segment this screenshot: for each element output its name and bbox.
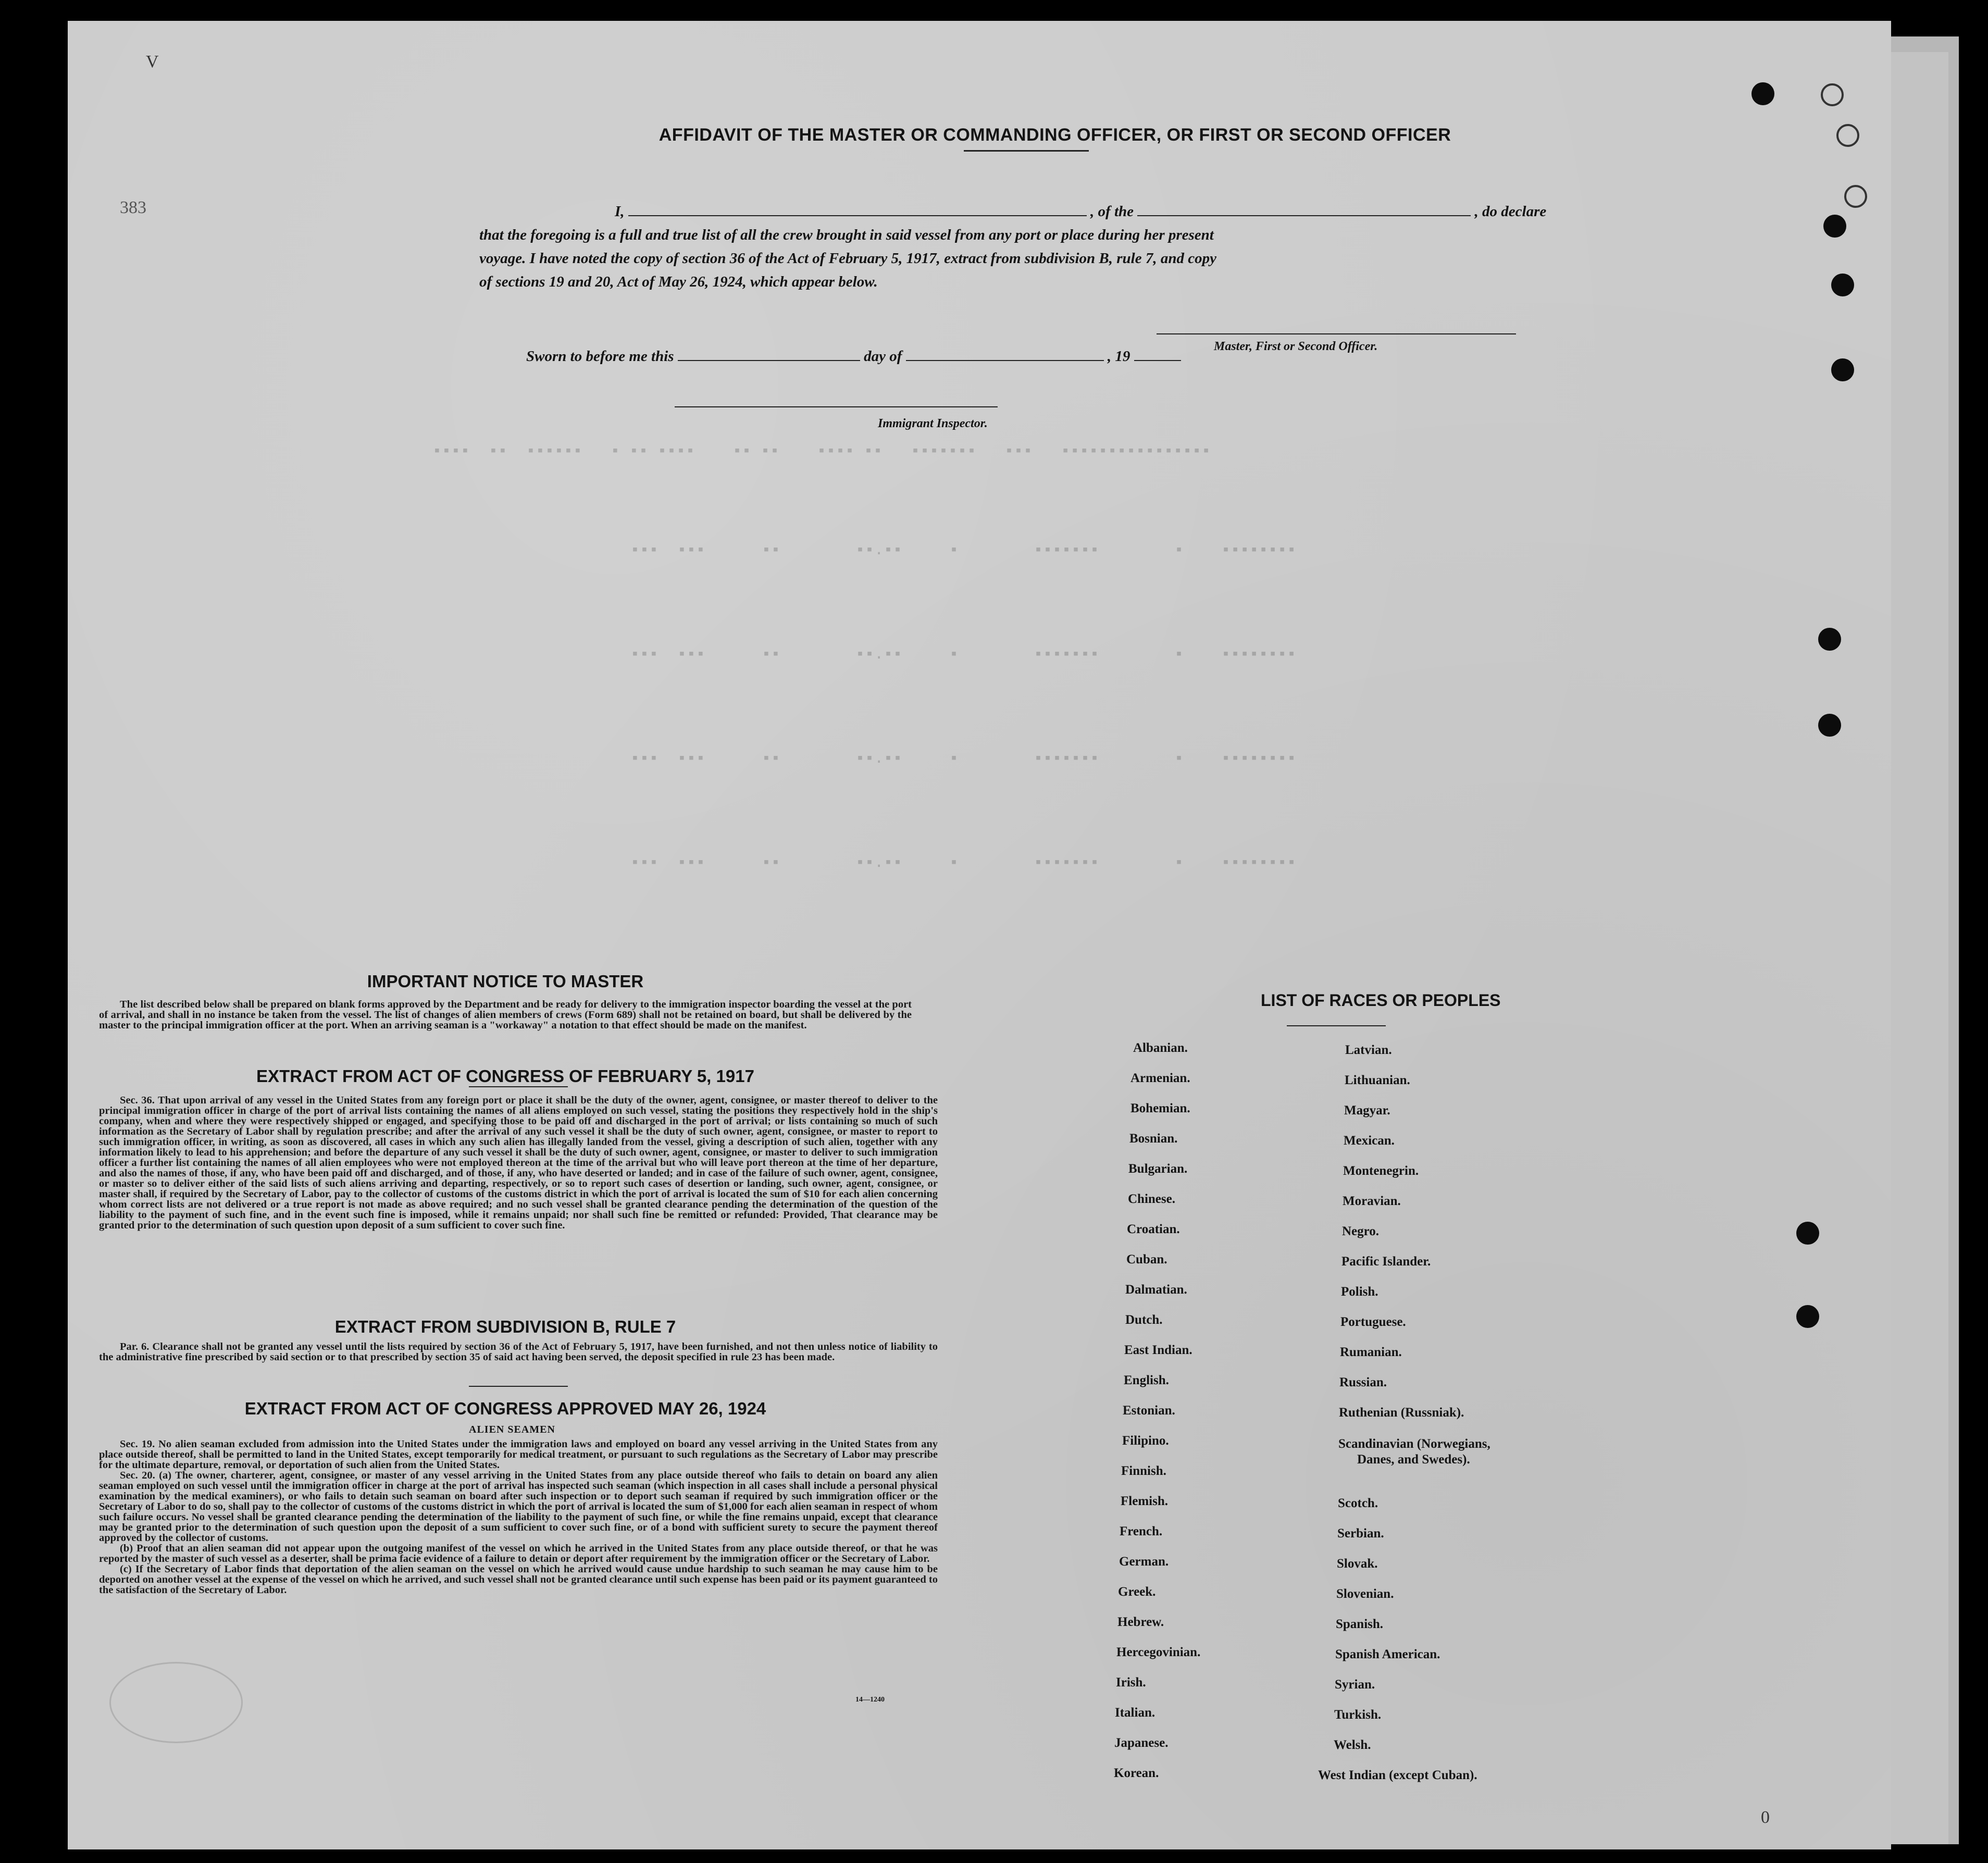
punch-hole — [1831, 358, 1854, 381]
race-item: Syrian. — [1335, 1678, 1375, 1692]
affidavit-line-3: voyage. I have noted the copy of section 36 of the Act of February 5, 1917, extract from subdivision B, rule 7, and copy — [479, 250, 1216, 267]
race-item: Latvian. — [1345, 1043, 1392, 1057]
sworn-month-blank — [906, 350, 1104, 361]
race-item: Ruthenian (Russniak). — [1339, 1406, 1464, 1420]
form-number: 14—1240 — [855, 1696, 885, 1704]
affidavit-declare-label: , do declare — [1474, 203, 1547, 220]
race-item: Pacific Islander. — [1341, 1255, 1431, 1269]
race-item: Bosnian. — [1129, 1132, 1178, 1146]
bleed-through-text: ▪▪▪ ▪▪▪ ▪▪ ▪▪.▪▪ ▪ ▪▪▪▪▪▪▪ ▪ ▪▪▪▪▪▪▪▪ — [630, 750, 1297, 768]
race-item: Portuguese. — [1340, 1315, 1406, 1329]
punch-hole — [1818, 628, 1841, 651]
sec-20c-paragraph: (c) If the Secretary of Labor finds that deportation of the alien seaman on the vessel on which he arrived would cause undue hardship to such seaman he may cause him to be deported on another vessel at the expense of the vessel on which he arrived, and such vessel shall not be granted clearance until such expense has been paid or its payment guaranteed to the satisfaction of the Secretary of Labor. — [99, 1563, 938, 1596]
notice-body — [99, 999, 912, 1030]
sec-20a-paragraph: Sec. 20. (a) The owner, charterer, agent, consignee, or master of any vessel arriving in the United States from any place outside thereof who fails to detain on board any alien seaman employed on such vessel until the immigration officer in charge at the port of arrival has inspected such seaman (which inspection in all cases shall include a personal physical examination by the medical examiners), or who fails to detain such seaman on board after such inspection or to deport such seaman if required by such immigration officer or the Secretary of Labor to do so, shall pay to the collector of customs of the customs district in which the port of arrival is located the sum of $1,000 for each alien seaman in respect of whom such failure occurs. No vessel shall be granted clearance pending the determination of the liability to the payment of such fine, or while the fine remains unpaid, except that clearance may be granted prior to the determination of such question upon the deposit of a sum sufficient to cover such fine, or of a bond with sufficient surety to secure the payment thereof approved by the collector of customs. — [99, 1470, 938, 1544]
extract-1917-title: EXTRACT FROM ACT OF CONGRESS OF FEBRUARY 5, 1917 — [256, 1066, 754, 1086]
margin-corner-mark: 0 — [1761, 1808, 1770, 1827]
bleed-through-text: ▪▪▪ ▪▪▪ ▪▪ ▪▪.▪▪ ▪ ▪▪▪▪▪▪▪ ▪ ▪▪▪▪▪▪▪▪ — [630, 854, 1297, 872]
affidavit-title: AFFIDAVIT OF THE MASTER OR COMMANDING OFFICER, OR FIRST OR SECOND OFFICER — [658, 125, 1451, 145]
punch-hole — [1796, 1305, 1819, 1328]
race-item: Dalmatian. — [1125, 1283, 1187, 1297]
inspector-signature-line — [675, 406, 998, 407]
rule-7-title: EXTRACT FROM SUBDIVISION B, RULE 7 — [334, 1317, 676, 1336]
bleed-through-text: ▪▪▪ ▪▪▪ ▪▪ ▪▪.▪▪ ▪ ▪▪▪▪▪▪▪ ▪ ▪▪▪▪▪▪▪▪ — [630, 542, 1297, 560]
race-item: Rumanian. — [1340, 1345, 1402, 1359]
race-item: Bulgarian. — [1128, 1162, 1188, 1176]
race-item: Russian. — [1339, 1375, 1387, 1389]
race-item: Welsh. — [1334, 1738, 1371, 1752]
race-item: Scotch. — [1338, 1496, 1378, 1510]
race-item: Scandinavian (Norwegians, — [1338, 1437, 1490, 1451]
sec-19-paragraph: Sec. 19. No alien seaman excluded from admission into the United States under the immigration laws and employed on board any vessel arriving in the United States from any place outside thereof, shall be permitted to land in the United States, except temporarily for medical treatment, or pursuant to such regulations as the Secretary of Labor may prescribe for the ultimate departure, removal, or deportation of such alien from the United States. — [99, 1438, 938, 1471]
race-item: Hercegovinian. — [1116, 1645, 1201, 1659]
race-item: Montenegrin. — [1343, 1164, 1419, 1178]
race-item: Estonian. — [1123, 1404, 1175, 1418]
punch-hole-ring — [1821, 83, 1844, 106]
sec-20b-paragraph: (b) Proof that an alien seaman did not appear upon the outgoing manifest of the vessel on which he arrived in the United States from any place outside thereof, or that he was reported by the master of such vessel as a deserter, shall be prima facie evidence of a failure to detain or deport after requirement by the immigration officer or the Secretary of Labor. — [99, 1543, 938, 1564]
punch-hole — [1823, 215, 1846, 238]
master-name-blank — [628, 205, 1087, 216]
race-item: Spanish. — [1336, 1617, 1384, 1631]
sworn-label: Sworn to before me this — [526, 348, 674, 365]
bleed-through-text: ▪▪▪ ▪▪▪ ▪▪ ▪▪.▪▪ ▪ ▪▪▪▪▪▪▪ ▪ ▪▪▪▪▪▪▪▪ — [630, 646, 1297, 664]
underlying-page-edge — [1886, 52, 1948, 1844]
affidavit-line-2: that the foregoing is a full and true list of all the crew brought in said vessel from any port or place during her present — [479, 227, 1214, 243]
sworn-day-blank — [678, 350, 860, 361]
race-item: Filipino. — [1122, 1434, 1169, 1448]
manifest-page — [68, 21, 1891, 1849]
race-item: Negro. — [1342, 1224, 1380, 1238]
race-item: Turkish. — [1334, 1708, 1382, 1722]
sworn-year-blank — [1134, 350, 1181, 361]
sec-36-paragraph: Sec. 36. That upon arrival of any vessel in the United States from any foreign port or place it shall be the duty of the owner, agent, consignee, or master thereof to deliver to the principal immigration officer in charge of the port of arrival lists containing the names of all aliens employed on such vessel, stating the positions they respectively hold in the ship's company, when and where they were respectively shipped or engaged, and specifying those to be paid off and discharged in the port of arrival; or lists containing so much of such information as the Secretary of Labor shall by regulation prescribe; and after the arrival of any such vessel it shall be the duty of such owner, agent, consignee, or master to report to such immigration officer, in writing, as soon as discovered, all cases in which any such alien has illegally landed from the vessel, giving a description of such alien, together with any information likely to lead to his apprehension; and before the departure of any such vessel it shall be the duty of such owner, agent, consignee, or master to deliver to such immigration officer a further list containing the names of all alien employees who were not employed thereon at the time of the arrival but who will leave port thereon at the time of her departure, and also the names of those, if any, who have been paid off and discharged, and of those, if any, who have deserted or landed; and in case of the failure of such owner, agent, consignee, or master so to deliver either of the said lists of such aliens arriving and departing, respectively, or so to report such cases of desertion or landing, such owner, agent, consignee, or master shall, if required by the Secretary of Labor, pay to the collector of customs of the customs district in which the port of arrival is located the sum of $10 for each alien concerning whom correct lists are not delivered or a true report is not made as above required; and no such vessel shall be granted clearance pending the determination of the question of the liability to the payment of such fine, and in the event such fine is imposed, while it remains unpaid; nor shall such fine be remitted or refunded: Provided, That clearance may be granted prior to the determination of such question upon deposit of a sum sufficient to cover such fine. — [99, 1095, 938, 1231]
faint-seal-stamp — [109, 1662, 243, 1743]
race-item: Armenian. — [1130, 1071, 1190, 1085]
par-6-paragraph: Par. 6. Clearance shall not be granted any vessel until the lists required by section 36 of the Act of February 5, 1917, have been furnished, and not then unless notice of liability to the administrative fine prescribed by said section or to that prescribed by section 35 of said act having been served, the deposit specified in rule 23 has been made. — [99, 1341, 938, 1363]
affidavit-title-rule — [964, 150, 1089, 152]
punch-hole-ring — [1836, 124, 1859, 147]
race-item: Korean. — [1114, 1766, 1159, 1780]
extract-1917-body — [99, 1095, 938, 1231]
affidavit-line-4: of sections 19 and 20, Act of May 26, 1924, which appear below. — [479, 274, 878, 290]
races-title-rule — [1287, 1025, 1386, 1026]
notice-paragraph: The list described below shall be prepared on blank forms approved by the Department and be ready for delivery to the immigration inspector boarding the vessel at the port of arrival, and shall in no instance be taken from the vessel. The list of changes of alien members of crews (Form 689) shall not be retained on board, but shall be delivered by the master to the principal immigration officer at the port. When an arriving seaman is a "workaway" a notation to that effect should be made on the manifest. — [99, 999, 912, 1031]
day-of-label: day of — [864, 348, 902, 365]
extract-1924-title: EXTRACT FROM ACT OF CONGRESS APPROVED MAY 26, 1924 — [244, 1399, 766, 1418]
race-item: Polish. — [1341, 1285, 1378, 1299]
extract-1917-rule — [469, 1086, 568, 1087]
rule-7-rule — [469, 1386, 568, 1387]
race-item: Slovenian. — [1336, 1587, 1394, 1601]
affidavit-of-label: , of the — [1090, 203, 1134, 220]
punch-hole — [1818, 714, 1841, 737]
race-item: Magyar. — [1344, 1103, 1390, 1117]
race-item: Dutch. — [1125, 1313, 1163, 1327]
inspector-signature-label: Immigrant Inspector. — [878, 417, 988, 430]
race-item: Danes, and Swedes). — [1357, 1452, 1470, 1467]
race-item: Bohemian. — [1130, 1101, 1190, 1115]
race-item: English. — [1124, 1373, 1169, 1387]
races-title: LIST OF RACES OR PEOPLES — [1261, 991, 1501, 1010]
race-item: Japanese. — [1114, 1736, 1169, 1750]
sworn-line — [526, 348, 1181, 365]
punch-hole-ring — [1844, 185, 1867, 208]
race-item: Greek. — [1118, 1585, 1156, 1599]
race-item: Serbian. — [1337, 1526, 1384, 1541]
master-signature-label: Master, First or Second Officer. — [1214, 340, 1378, 353]
race-item: German. — [1119, 1555, 1169, 1569]
rule-7-body — [99, 1342, 938, 1362]
vessel-name-blank — [1137, 205, 1471, 216]
race-item: Irish. — [1116, 1675, 1146, 1690]
race-item: Lithuanian. — [1345, 1073, 1410, 1087]
race-item: Slovak. — [1337, 1557, 1378, 1571]
race-item: Moravian. — [1343, 1194, 1401, 1208]
race-item: East Indian. — [1124, 1343, 1192, 1357]
margin-page-number: 383 — [120, 198, 146, 217]
alien-seamen-subtitle: ALIEN SEAMEN — [469, 1424, 555, 1435]
bleed-through-text: ▪▪▪▪ ▪▪ ▪▪▪▪▪▪ ▪ ▪▪ ▪▪▪▪ ▪▪ ▪▪ ▪▪▪▪ ▪▪ ▪▪▪▪▪▪▪ ▪▪▪ ▪▪▪▪▪▪▪▪▪▪▪▪▪▪▪▪ — [432, 443, 1211, 461]
race-item: Cuban. — [1126, 1252, 1167, 1266]
race-item: Mexican. — [1344, 1134, 1395, 1148]
year-label: , 19 — [1107, 348, 1130, 365]
extract-1924-body — [99, 1439, 938, 1595]
race-item: Finnish. — [1121, 1464, 1166, 1478]
race-item: Albanian. — [1133, 1041, 1188, 1055]
race-item: Italian. — [1115, 1706, 1155, 1720]
margin-check-mark: V — [146, 52, 159, 71]
race-item: Hebrew. — [1117, 1615, 1164, 1629]
punch-hole — [1796, 1222, 1819, 1245]
race-item: Spanish American. — [1335, 1647, 1440, 1661]
notice-title: IMPORTANT NOTICE TO MASTER — [367, 972, 644, 991]
master-signature-line — [1157, 333, 1516, 334]
race-item: French. — [1120, 1524, 1163, 1538]
race-item: Chinese. — [1128, 1192, 1175, 1206]
race-item: Croatian. — [1127, 1222, 1180, 1236]
punch-hole — [1751, 82, 1774, 105]
race-item: Flemish. — [1121, 1494, 1168, 1508]
affidavit-i-label: I, — [615, 203, 625, 220]
affidavit-line-1 — [547, 203, 1546, 220]
race-item: West Indian (except Cuban). — [1318, 1768, 1477, 1782]
punch-hole — [1831, 274, 1854, 296]
